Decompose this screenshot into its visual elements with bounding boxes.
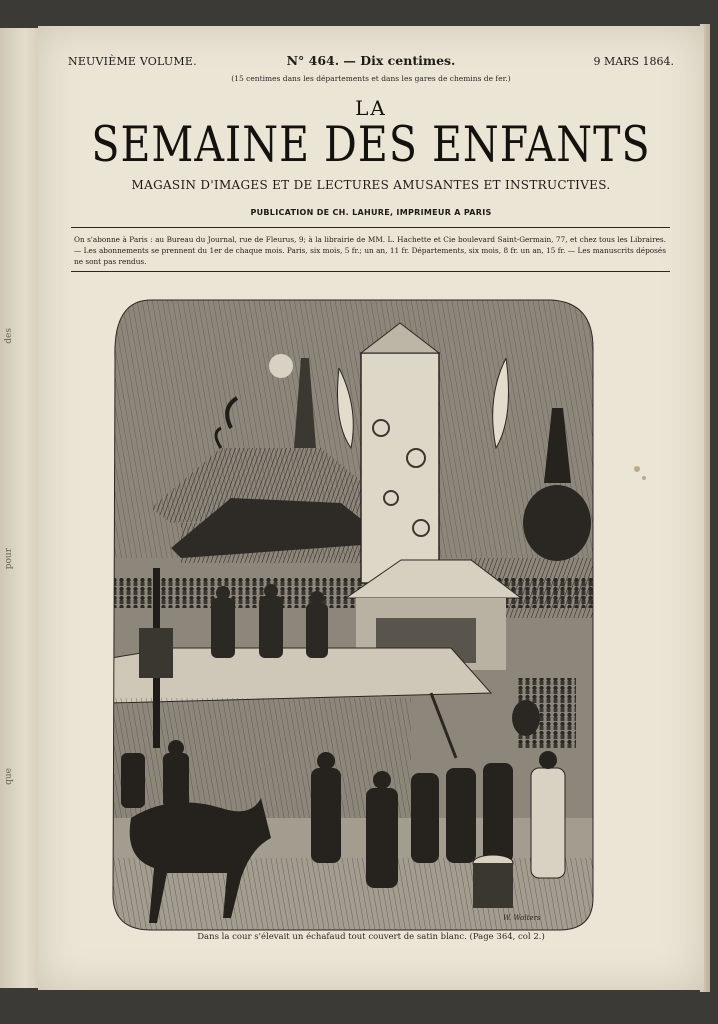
divider xyxy=(71,271,670,272)
subscription-notice: On s'abonne à Paris : au Bureau du Journal, rue de Fleurus, 9; à la librairie de MM. L. Hachette et Cie boulevard Saint-Germain, 77, et chez tous les Libraires. — Les abonnements se prennent du 1er de chaque mois. Paris, six mois, 5 fr.; un an, 11 fr. Départements, six mois, 8 fr. un an, 15 fr. — Les manuscrits déposés ne sont pas rendus. xyxy=(74,235,666,266)
newspaper-page xyxy=(38,26,704,990)
decorated-tower xyxy=(361,323,439,583)
issue-number: N° 464. — Dix centimes. xyxy=(286,53,456,68)
volume-label: NEUVIÈME VOLUME. xyxy=(68,55,197,68)
divider xyxy=(71,227,670,228)
journal-subtitle: MAGASIN D'IMAGES ET DE LECTURES AMUSANTES ET INSTRUCTIVES. xyxy=(131,178,611,192)
engraver-signature: W. Wolters xyxy=(503,914,541,922)
paper-stain xyxy=(634,466,640,472)
lantern xyxy=(139,628,173,678)
illustration-caption: Dans la cour s'élevait un échafaud tout couvert de satin blanc. (Page 364, col 2.) xyxy=(197,932,545,942)
publisher-line: PUBLICATION DE CH. LAHURE, IMPRIMEUR A PARIS xyxy=(250,208,492,217)
paper-stain xyxy=(642,476,646,480)
left-page-fragment: des xyxy=(4,328,14,344)
issue-date: 9 MARS 1864. xyxy=(593,55,674,68)
gong xyxy=(512,700,540,736)
left-page-fragment: pour xyxy=(4,548,14,570)
title-article: LA xyxy=(355,96,387,120)
header-row xyxy=(68,55,674,71)
left-page xyxy=(0,28,41,988)
drum-body xyxy=(473,863,513,908)
journal-title: SEMAINE DES ENFANTS xyxy=(91,116,651,173)
moon xyxy=(269,354,293,378)
price-note: (15 centimes dans les départements et dans les gares de chemins de fer.) xyxy=(231,74,511,83)
left-page-fragment: que xyxy=(4,768,14,785)
engraving-illustration xyxy=(111,298,595,934)
